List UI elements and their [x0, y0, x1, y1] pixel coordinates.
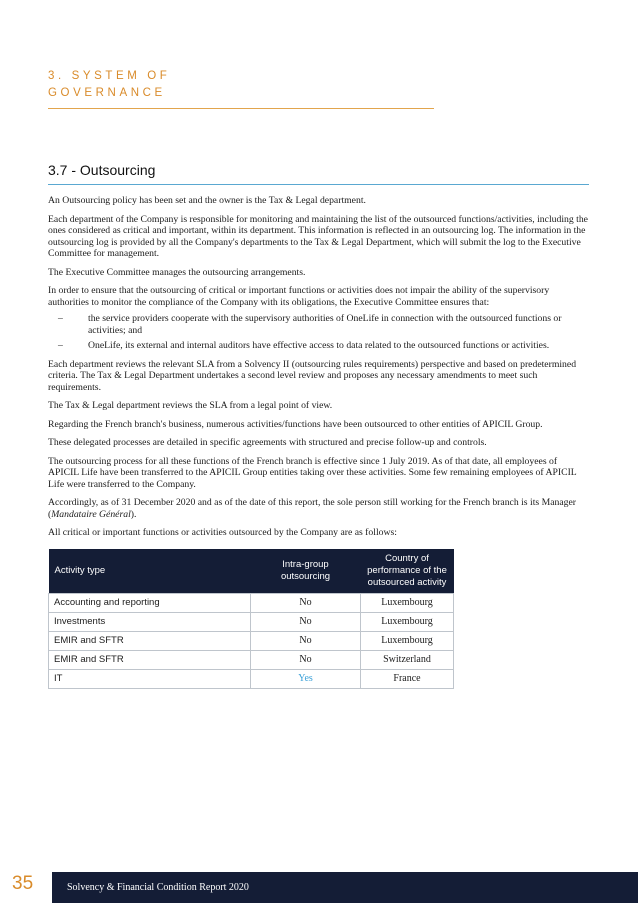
- paragraph: Regarding the French branch's business, numerous activities/functions have been outsourced to other entities of APICIL Group.: [48, 418, 543, 430]
- section-heading-line1: 3. SYSTEM OF: [48, 70, 171, 82]
- cell-intra-group: No: [251, 650, 361, 669]
- header-intra-group: Intra-group outsourcing: [251, 549, 361, 594]
- paragraph: An Outsourcing policy has been set and the owner is the Tax & Legal department.: [48, 195, 366, 206]
- footer-bar: [52, 872, 638, 903]
- table-row: [49, 631, 454, 650]
- cell-activity: Accounting and reporting: [49, 593, 251, 612]
- subsection-title: 3.7 - Outsourcing: [48, 162, 156, 178]
- header-country: Country of performance of the outsourced activity: [361, 549, 454, 594]
- cell-activity: EMIR and SFTR: [49, 650, 251, 669]
- header-activity-type: Activity type: [49, 549, 251, 594]
- manager-text-start: Accordingly, as of 31 December 2020 and as of the date of this report, the sole person still working for the French branch is its Manager (: [48, 497, 577, 520]
- subsection-divider: [48, 184, 589, 185]
- paragraph: In order to ensure that the outsourcing of critical or important functions or activities does not impair the ability of the supervisory authorities to monitor the compliance of the Company with its obligations, the Executive Committee ensures that:: [48, 285, 550, 308]
- table-header-row: [49, 549, 454, 594]
- paragraph: Each department reviews the relevant SLA from a Solvency II (outsourcing rules requirements) perspective and based on predetermined criteria. The Tax & Legal Department undertakes a second level review and proposes any necessary amendments to meet such requirements.: [48, 358, 577, 393]
- section-heading: [48, 68, 170, 102]
- cell-country: Luxembourg: [361, 631, 454, 650]
- section-divider: [48, 108, 434, 109]
- bullet-item: [48, 340, 589, 352]
- cell-activity: EMIR and SFTR: [49, 631, 251, 650]
- cell-country: Luxembourg: [361, 612, 454, 631]
- table-row: [49, 650, 454, 669]
- outsourcing-table: [48, 549, 454, 689]
- cell-country: Switzerland: [361, 650, 454, 669]
- paragraph: Each department of the Company is responsible for monitoring and maintaining the list of the outsourced functions/activities, including the ones considered as critical and important, within its department. This information is reflected in an outsourcing log. The information in the outsourcing log is provided by all the Company's departments to the Tax & Legal Department, which will submit the log to the Executive Committee for management.: [48, 213, 588, 259]
- page-number: 35: [12, 873, 34, 894]
- table-row: [49, 669, 454, 688]
- table-row: [49, 593, 454, 612]
- cell-intra-group: Yes: [251, 669, 361, 688]
- bullet-item: [48, 313, 589, 336]
- cell-activity: Investments: [49, 612, 251, 631]
- bullet-marker: –: [58, 340, 63, 351]
- manager-title-italic: Mandataire Général: [51, 508, 131, 520]
- cell-intra-group: No: [251, 631, 361, 650]
- paragraph: The Tax & Legal department reviews the SLA from a legal point of view.: [48, 400, 333, 411]
- manager-text-end: ).: [130, 508, 137, 520]
- footer-report-title: Solvency & Financial Condition Report 2020: [67, 882, 249, 893]
- cell-country: Luxembourg: [361, 593, 454, 612]
- paragraph: The Executive Committee manages the outsourcing arrangements.: [48, 266, 306, 278]
- cell-activity: IT: [49, 669, 251, 688]
- paragraph: These delegated processes are detailed in specific agreements with structured and precise follow-up and controls.: [48, 437, 487, 448]
- paragraph: The outsourcing process for all these functions of the French branch is effective since 1 July 2019. As of that date, all employees of APICIL Life have been transferred to the APICIL Group entities taking over these activities. Some few remaining employees of APICIL Life were transferred to the Company.: [48, 455, 577, 490]
- cell-intra-group: No: [251, 612, 361, 631]
- table-row: [49, 612, 454, 631]
- main-content: [48, 162, 589, 689]
- cell-country: France: [361, 669, 454, 688]
- bullet-text: the service providers cooperate with the supervisory authorities of OneLife in connection with the outsourced functions or activities; and: [88, 313, 562, 336]
- bullet-text: OneLife, its external and internal auditors have effective access to data related to the outsourced functions or activities.: [88, 340, 550, 351]
- bullet-marker: –: [58, 313, 63, 324]
- manager-paragraph: [48, 497, 589, 520]
- table-intro: All critical or important functions or activities outsourced by the Company are as follows:: [48, 527, 397, 538]
- section-heading-line2: GOVERNANCE: [48, 87, 166, 99]
- cell-intra-group: No: [251, 593, 361, 612]
- bullet-list: [48, 313, 589, 352]
